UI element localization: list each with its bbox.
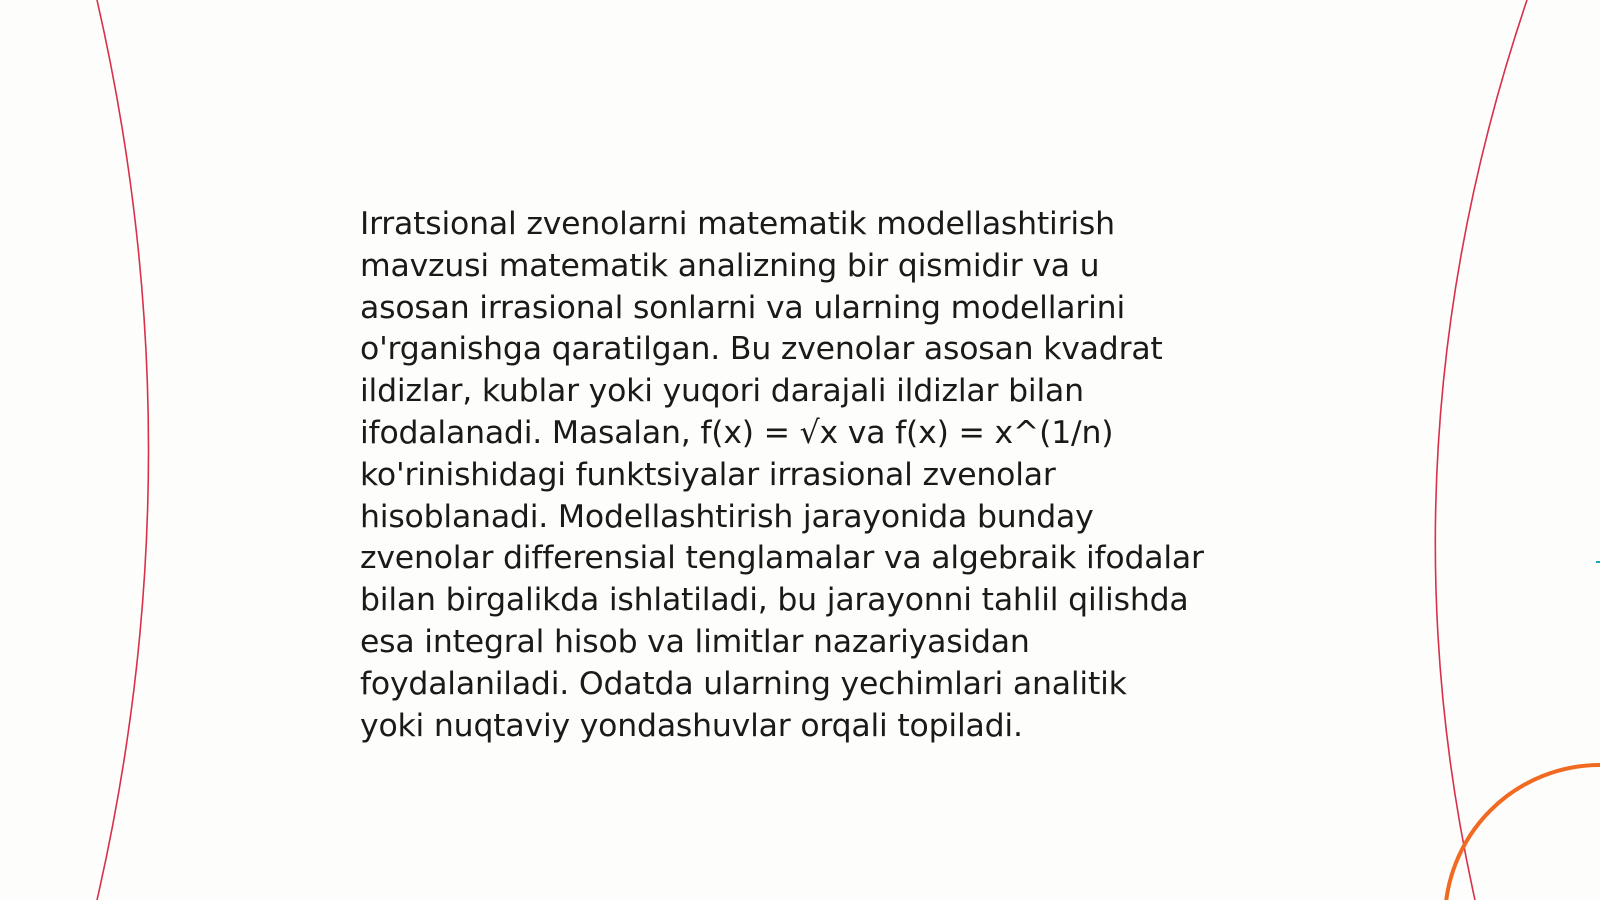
accent-arc xyxy=(1445,765,1600,900)
body-paragraph: Irratsional zvenolarni matematik modellashtirish mavzusi matematik analizning bir qismidir va u asosan irrasional sonlarni va ularning modellarini o'rganishga qaratilgan. Bu zvenolar asosan kvadrat ildizlar, kublar yoki yuqori darajali ildizlar bilan ifodalanadi. Masalan, f(x) = √x va f(x) = x^(1/n) ko'rinishidagi funktsiyalar irrasional zvenolar hisoblanadi. Modellashtirish jarayonida bunday zvenolar differensial tenglamalar va algebraik ifodalar bilan birgalikda ishlatiladi, bu jarayonni tahlil qilishda esa integral hisob va limitlar nazariyasidan foydalaniladi. Odatda ularning yechimlari analitik yoki nuqtaviy yondashuvlar orqali topiladi. xyxy=(360,206,1204,744)
left-curve-line xyxy=(97,0,149,900)
right-curve-line xyxy=(1435,0,1527,900)
